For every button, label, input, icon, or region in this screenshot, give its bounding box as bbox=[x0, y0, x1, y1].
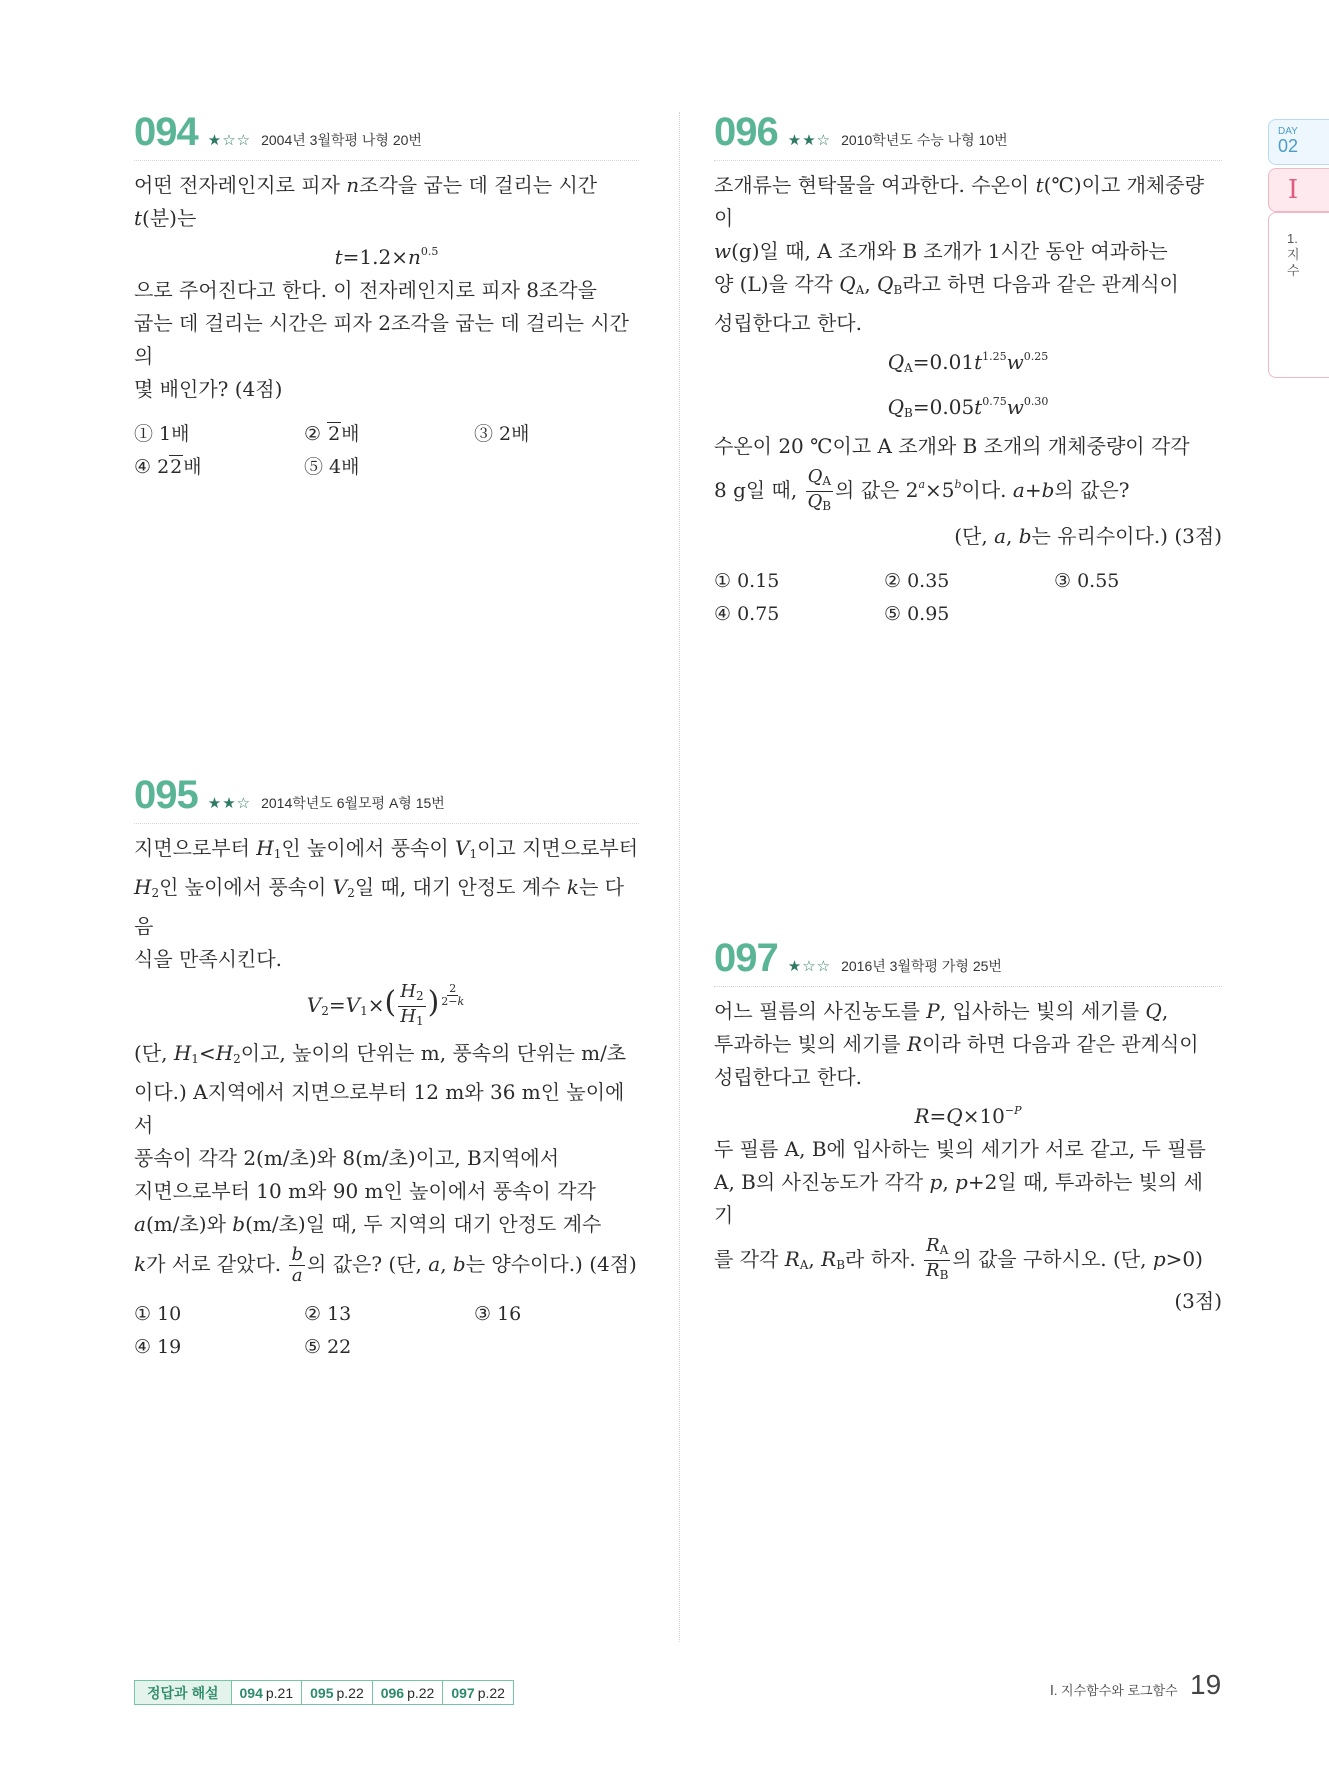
day-tab[interactable] bbox=[1268, 119, 1329, 165]
choice-3[interactable]: ③ 0.55 bbox=[1054, 570, 1120, 592]
day-number: 02 bbox=[1278, 136, 1299, 156]
day-label: DAY bbox=[1278, 126, 1298, 137]
problem-096 bbox=[714, 112, 1222, 631]
section-tab[interactable] bbox=[1268, 168, 1329, 212]
choice-2[interactable]: ② 0.35 bbox=[884, 570, 950, 592]
difficulty-stars: ★★☆ bbox=[787, 131, 832, 149]
problem-header bbox=[134, 775, 639, 824]
problem-095 bbox=[134, 775, 639, 1364]
difficulty-stars: ★★☆ bbox=[207, 794, 252, 812]
answer-ref-096[interactable]: 096 p.22 bbox=[372, 1681, 443, 1704]
problem-number: 096 bbox=[714, 110, 778, 154]
problem-header bbox=[714, 112, 1222, 161]
problem-header bbox=[714, 938, 1222, 987]
problem-number: 095 bbox=[134, 773, 198, 817]
chapter-tab[interactable] bbox=[1268, 212, 1329, 378]
page-number: 19 bbox=[1190, 1669, 1222, 1700]
answer-ref-097[interactable]: 097 p.22 bbox=[442, 1681, 513, 1704]
column-divider bbox=[679, 112, 680, 1642]
problem-number: 094 bbox=[134, 110, 198, 154]
choice-1[interactable]: ① 0.15 bbox=[714, 570, 780, 592]
chapter-title: Ⅰ. 지수함수와 로그함수 bbox=[1050, 1683, 1178, 1698]
choice-5[interactable]: ⑤ 4배 bbox=[304, 456, 360, 478]
choice-1[interactable]: ① 10 bbox=[134, 1303, 182, 1325]
problem-source: 2010학년도 수능 나형 10번 bbox=[841, 132, 1008, 148]
problem-097 bbox=[714, 938, 1222, 1318]
choice-2[interactable]: ② 13 bbox=[304, 1303, 352, 1325]
problem-score: (3점) bbox=[1174, 1289, 1222, 1313]
choice-4[interactable]: ④ 0.75 bbox=[714, 603, 780, 625]
answer-ref-095[interactable]: 095 p.22 bbox=[301, 1681, 372, 1704]
choice-3[interactable]: ③ 2배 bbox=[474, 423, 530, 445]
choice-2[interactable]: ② 2배 bbox=[304, 423, 360, 445]
problem-number: 097 bbox=[714, 936, 778, 980]
problem-text: 어느 필름의 사진농도를 P, 입사하는 빛의 세기를 Q, 투과하는 빛의 세기를 R이라 하면 다음과 같은 관계식이 성립한다고 한다. $R=Q\times 10^{-P}$ 두 필름 A, B에 입사하는 빛의 세기가 서로 같고, 두 필름 A, B의 사진농도가 각각 p, p+2일 때, 투과하는 빛의 세기 를 각각 $R_A$, $R_B$라 하자. $\frac{R_A}{R_B}$ 의 값을 구하시오. (단, p>0) (3점) bbox=[714, 995, 1222, 1318]
choice-5[interactable]: ⑤ 22 bbox=[304, 1336, 352, 1358]
problem-text: 조개류는 현탁물을 여과한다. 수온이 t(℃)이고 개체중량이 w(g)일 때, A 조개와 B 조개가 1시간 동안 여과하는 양 (L)을 각각 $Q_A$, $Q_B$라고 하면 다음과 같은 관계식이 성립한다고 한다. $Q_A=0.01t^{1.25}w^{0.25}$ $Q_B=0.05t^{0.75}w^{0.30}$ 수온이 20 ℃이고 A 조개와 B 조개의 개체중량이 각각 8 g일 때, $\frac{Q_A}{Q_B}$ 의 값은 $2^a\times 5^b$이다. a+b의 값은? (단, a, b는 유리수이다.) (3점) bbox=[714, 173, 1222, 548]
difficulty-stars: ★☆☆ bbox=[787, 957, 832, 975]
answer-choices bbox=[134, 418, 639, 484]
answer-choices bbox=[134, 1298, 639, 1364]
choice-4[interactable]: ④ 22배 bbox=[134, 456, 202, 478]
chapter-label: 1. 지수 bbox=[1287, 231, 1300, 278]
problem-text: 어떤 전자레인지로 피자 n조각을 굽는 데 걸리는 시간 t(분)는 $t=1.2\times n^{0.5}$ 으로 주어진다고 한다. 이 전자레인지로 피자 8조각을 굽는 데 걸리는 시간은 피자 2조각을 굽는 데 걸리는 시간의 몇 배인가? (4점) bbox=[134, 173, 629, 401]
answer-reference bbox=[134, 1680, 514, 1705]
choice-5[interactable]: ⑤ 0.95 bbox=[884, 603, 950, 625]
choice-3[interactable]: ③ 16 bbox=[474, 1303, 522, 1325]
problem-094 bbox=[134, 112, 639, 484]
answer-ref-094[interactable]: 094 p.21 bbox=[231, 1681, 302, 1704]
problem-source: 2004년 3월학평 나형 20번 bbox=[261, 132, 422, 148]
problem-header bbox=[134, 112, 639, 161]
answer-choices bbox=[714, 565, 1222, 631]
answer-label: 정답과 해설 bbox=[135, 1681, 231, 1704]
problem-source: 2014학년도 6월모평 A형 15번 bbox=[261, 795, 445, 811]
section-label: I bbox=[1287, 175, 1299, 205]
problem-source: 2016년 3월학평 가형 25번 bbox=[841, 958, 1002, 974]
choice-1[interactable]: ① 1배 bbox=[134, 423, 190, 445]
problem-text: 지면으로부터 $H_1$인 높이에서 풍속이 $V_1$이고 지면으로부터 $H_2$인 높이에서 풍속이 $V_2$일 때, 대기 안정도 계수 k는 다음 식을 만족시킨다. $V_2=V_1\times$( $\frac{H_2}{H_1}$ ) $\frac{2}{2-k}$ (단, $H_1<H_2$이고, 높이의 단위는 m, 풍속의 단위는 m/초 이다.) A지역에서 지면으로부터 12 m와 36 m인 높이에서 풍속이 각각 2(m/초)와 8(m/초)이고, B지역에서 지면으로부터 10 m와 90 m인 높이에서 풍속이 각각 a(m/초)와 b(m/초)일 때, 두 지역의 대기 안정도 계수 k가 서로 같았다. $\frac{b}{a}$ 의 값은? (단, a, b는 양수이다.) (4점) bbox=[134, 836, 639, 1286]
choice-4[interactable]: ④ 19 bbox=[134, 1336, 182, 1358]
difficulty-stars: ★☆☆ bbox=[207, 131, 252, 149]
